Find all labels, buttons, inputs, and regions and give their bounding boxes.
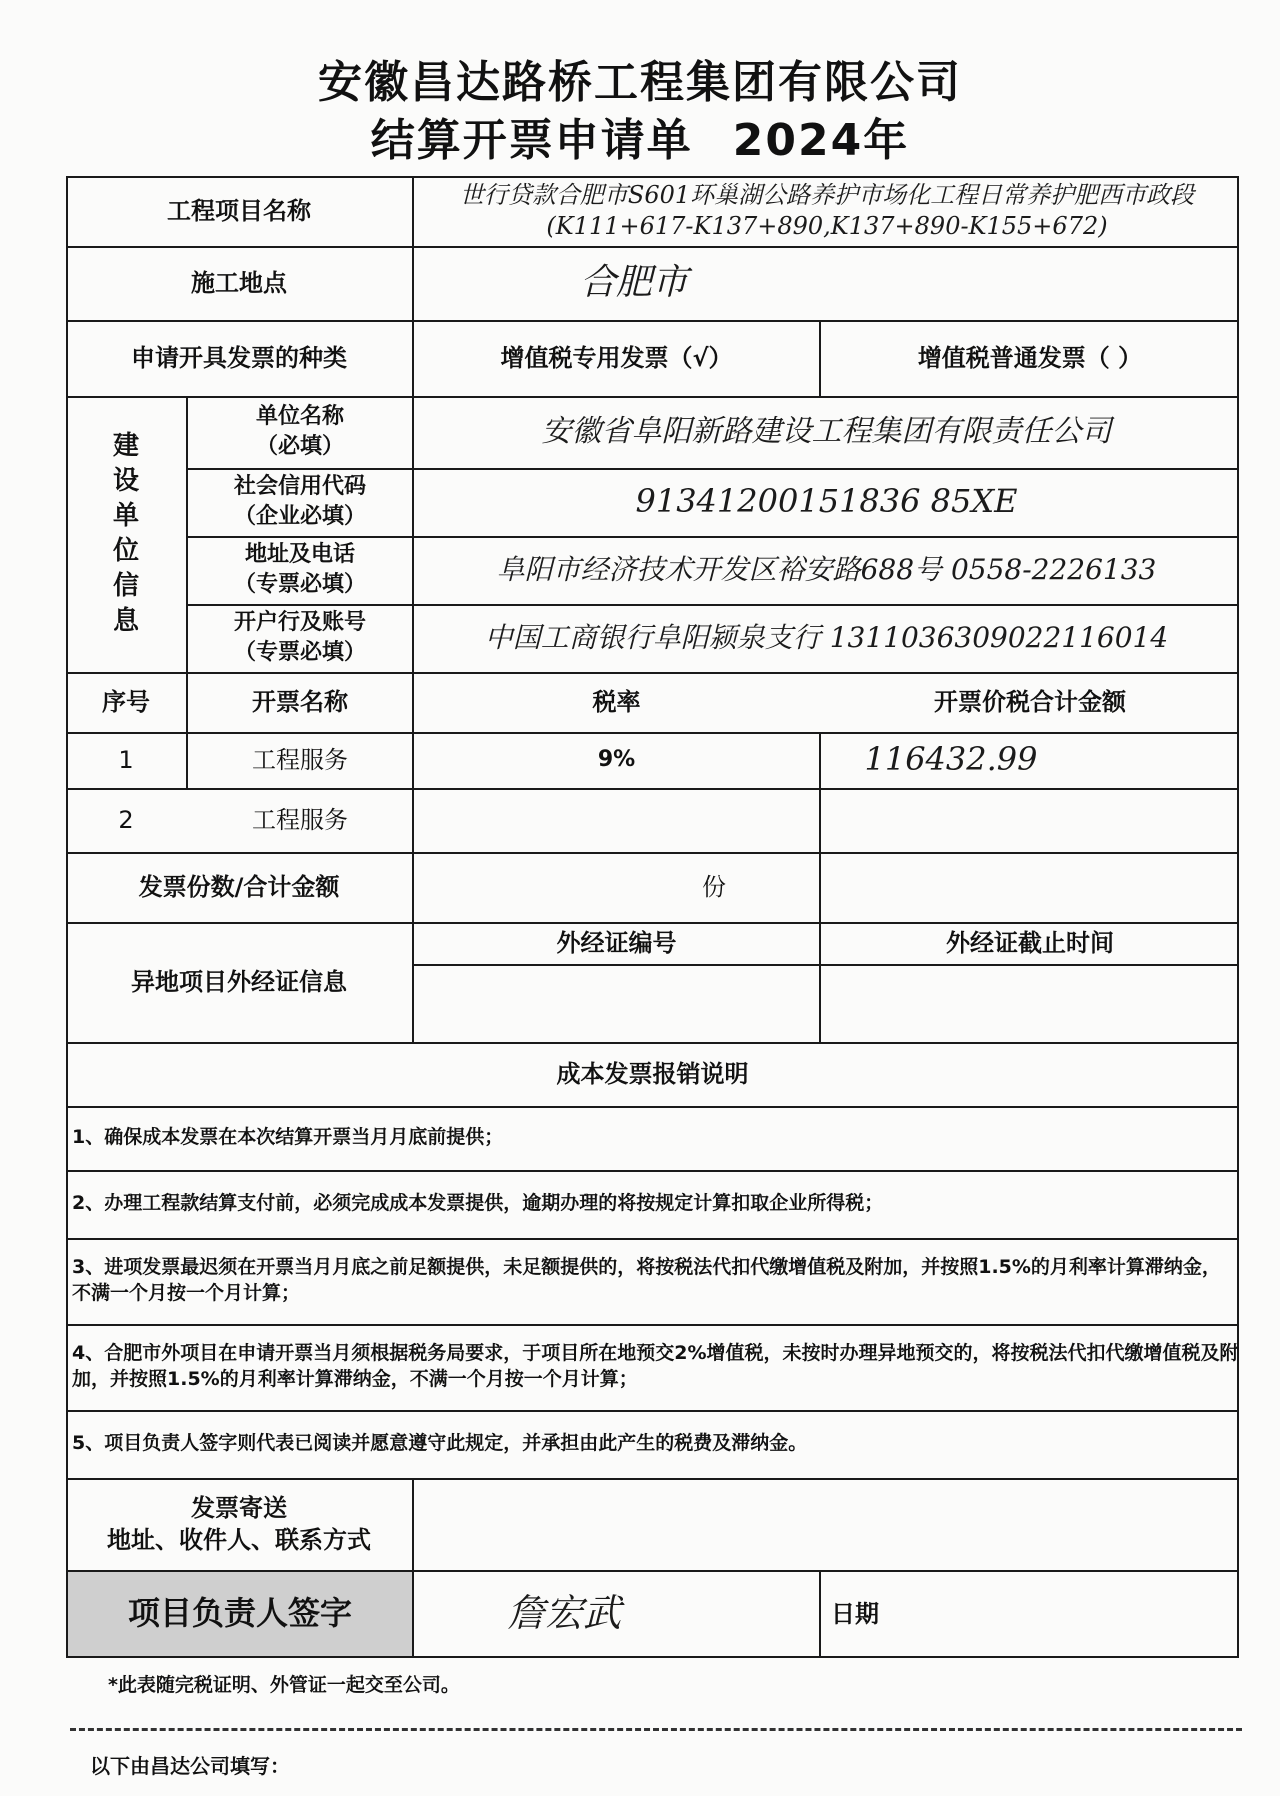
table-row-1-amount: 116432.99 <box>864 740 1038 779</box>
manager-signature: 詹宏武 <box>506 1591 621 1636</box>
table-row-1-seq: 1 <box>118 745 134 774</box>
manager-signature-label: 项目负责人签字 <box>68 1572 412 1656</box>
vat-special-option: 增值税专用发票（√） <box>500 343 733 372</box>
table-row-2-name: 工程服务 <box>252 805 348 834</box>
table-row-1-rate: 9% <box>597 747 636 773</box>
bank-account-value: 中国工商银行阜阳颍泉支行 1311036309022116014 <box>484 621 1169 655</box>
date-label: 日期 <box>831 1599 879 1628</box>
col-invoice-name: 开票名称 <box>252 687 348 716</box>
unit-name-label: 单位名称 （必填） <box>255 404 344 459</box>
company-title: 安徽昌达路桥工程集团有限公司 <box>318 57 962 108</box>
project-name-value: 世行贷款合肥市S601环巢湖公路养护市场化工程日常养护肥西市政段(K111+617-K137+890,K137+890-K155+672) <box>459 180 1195 240</box>
company-fill-label: 以下由昌达公司填写： <box>90 1754 290 1778</box>
credit-code-value: 91341200151836 85XE <box>635 482 1018 521</box>
external-cert-deadline-label: 外经证截止时间 <box>946 928 1114 957</box>
cut-line <box>70 1728 1242 1731</box>
col-total-amount: 开票价税合计金额 <box>934 687 1126 716</box>
invoice-type-label: 申请开具发票的种类 <box>131 343 347 372</box>
note-1: 1、确保成本发票在本次结算开票当月月底前提供； <box>72 1126 504 1149</box>
note-4: 4、合肥市外项目在申请开票当月须根据税务局要求，于项目所在地预交2%增值税，未按时办理异地预交的，将按税法代扣代缴增值税及附加，并按照1.5%的月利率计算滞纳金，不满一个月按一个月计算； <box>72 1342 1239 1390</box>
cost-invoice-title: 成本发票报销说明 <box>556 1059 749 1088</box>
unit-name-value: 安徽省阜阳新路建设工程集团有限责任公司 <box>541 413 1112 449</box>
note-3: 3、进项发票最迟须在开票当月月底之前足额提供，未足额提供的，将按税法代扣代缴增值税及附加，并按照1.5%的月利率计算滞纳金，不满一个月按一个月计算； <box>72 1256 1221 1304</box>
footnote: *此表随完税证明、外管证一起交至公司。 <box>108 1674 460 1696</box>
site-label: 施工地点 <box>191 268 287 297</box>
invoice-count-unit: 份 <box>702 872 726 901</box>
col-seq: 序号 <box>102 687 150 716</box>
external-cert-number-label: 外经证编号 <box>556 928 677 957</box>
col-tax-rate: 税率 <box>592 687 641 716</box>
note-2: 2、办理工程款结算支付前，必须完成成本发票提供，逾期办理的将按规定计算扣取企业所得税； <box>72 1192 884 1215</box>
construction-unit-label: 建 设 单 位 信 息 <box>112 430 139 637</box>
table-row-2-seq: 2 <box>118 805 134 834</box>
form-title <box>0 104 1280 168</box>
invoice-count-label: 发票份数/合计金额 <box>138 872 340 901</box>
credit-code-label: 社会信用代码 （企业必填） <box>233 474 366 529</box>
bank-account-label: 开户行及账号 （专票必填） <box>233 610 366 665</box>
note-5: 5、项目负责人签字则代表已阅读并愿意遵守此规定，并承担由此产生的税费及滞纳金。 <box>72 1432 808 1455</box>
address-phone-label: 地址及电话 （专票必填） <box>233 542 366 597</box>
application-form-table <box>66 176 1239 1658</box>
external-cert-label: 异地项目外经证信息 <box>131 967 347 996</box>
form-year: 2024年 <box>732 115 910 166</box>
project-name-label: 工程项目名称 <box>167 196 311 225</box>
form-name: 结算开票申请单 <box>370 115 693 166</box>
vat-general-option: 增值税普通发票（ ） <box>917 343 1143 372</box>
delivery-label: 发票寄送 地址、收件人、联系方式 <box>107 1493 371 1554</box>
address-phone-value: 阜阳市经济技术开发区裕安路688号 0558-2226133 <box>496 553 1157 587</box>
site-value: 合肥市 <box>579 261 688 303</box>
table-row-1-name: 工程服务 <box>252 745 348 774</box>
